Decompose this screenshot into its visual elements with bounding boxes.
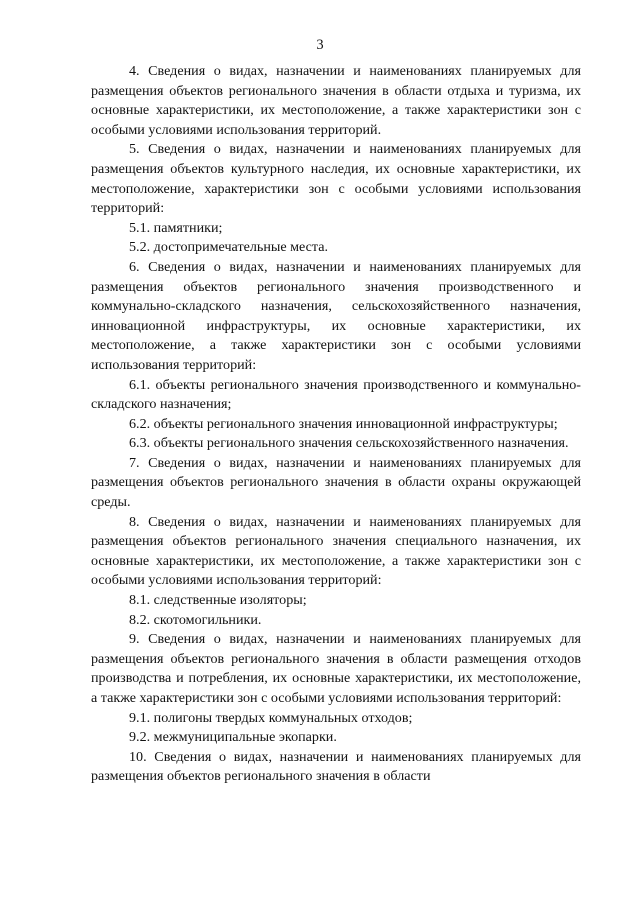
paragraph-8-1: 8.1. следственные изоляторы; [129,592,307,609]
paragraph-10: 10. Сведения о видах, назначении и наименованиях планируемых для размещения объектов регионального значения в области [91,748,581,785]
paragraph-4: 4. Сведения о видах, назначении и наименованиях планируемых для размещения объектов регионального значения в области отдыха и туризма, их основные характеристики, их местоположение, а также характеристики зон с особыми условиями использования территорий. [91,63,581,138]
page-number: 3 [316,37,324,53]
paragraph-8: 8. Сведения о видах, назначении и наименованиях планируемых для размещения объектов регионального значения специального назначения, их основные характеристики, их местоположение, а также характеристики зон с особыми условиями использования территорий: [91,513,581,589]
paragraph-9-1: 9.1. полигоны твердых коммунальных отходов; [129,709,413,726]
paragraph-8-2: 8.2. скотомогильники. [129,611,262,628]
paragraph-5-2: 5.2. достопримечательные места. [129,239,328,256]
paragraph-7: 7. Сведения о видах, назначении и наименованиях планируемых для размещения объектов регионального значения в области охраны окружающей среды. [91,454,581,511]
paragraph-5: 5. Сведения о видах, назначении и наименованиях планируемых для размещения объектов культурного наследия, их основные характеристики, их местоположение, характеристики зон с особыми условиями использования территорий: [91,141,581,217]
paragraph-5-1: 5.1. памятники; [129,219,223,236]
paragraph-6-3: 6.3. объекты регионального значения сельскохозяйственного назначения. [129,435,569,452]
paragraph-6: 6. Сведения о видах, назначении и наименованиях планируемых для размещения объектов регионального значения производственного и коммунально-складского назначения, сельскохозяйственного назначения, инновационной инфраструктуры, их основные характеристики, их местоположение, а также характеристики зон с особыми условиями использования территорий: [91,258,581,373]
document-body [91,62,581,787]
paragraph-9: 9. Сведения о видах, назначении и наименованиях планируемых для размещения объектов регионального значения в области размещения отходов производства и потребления, их основные характеристики, их местоположение, а также характеристики зон с особыми условиями использования территорий: [91,631,581,706]
paragraph-9-2: 9.2. межмуниципальные экопарки. [129,729,337,746]
paragraph-6-1: 6.1. объекты регионального значения производственного и коммунально-складского назначения; [91,376,581,413]
paragraph-6-2: 6.2. объекты регионального значения инновационной инфраструктуры; [129,415,558,432]
